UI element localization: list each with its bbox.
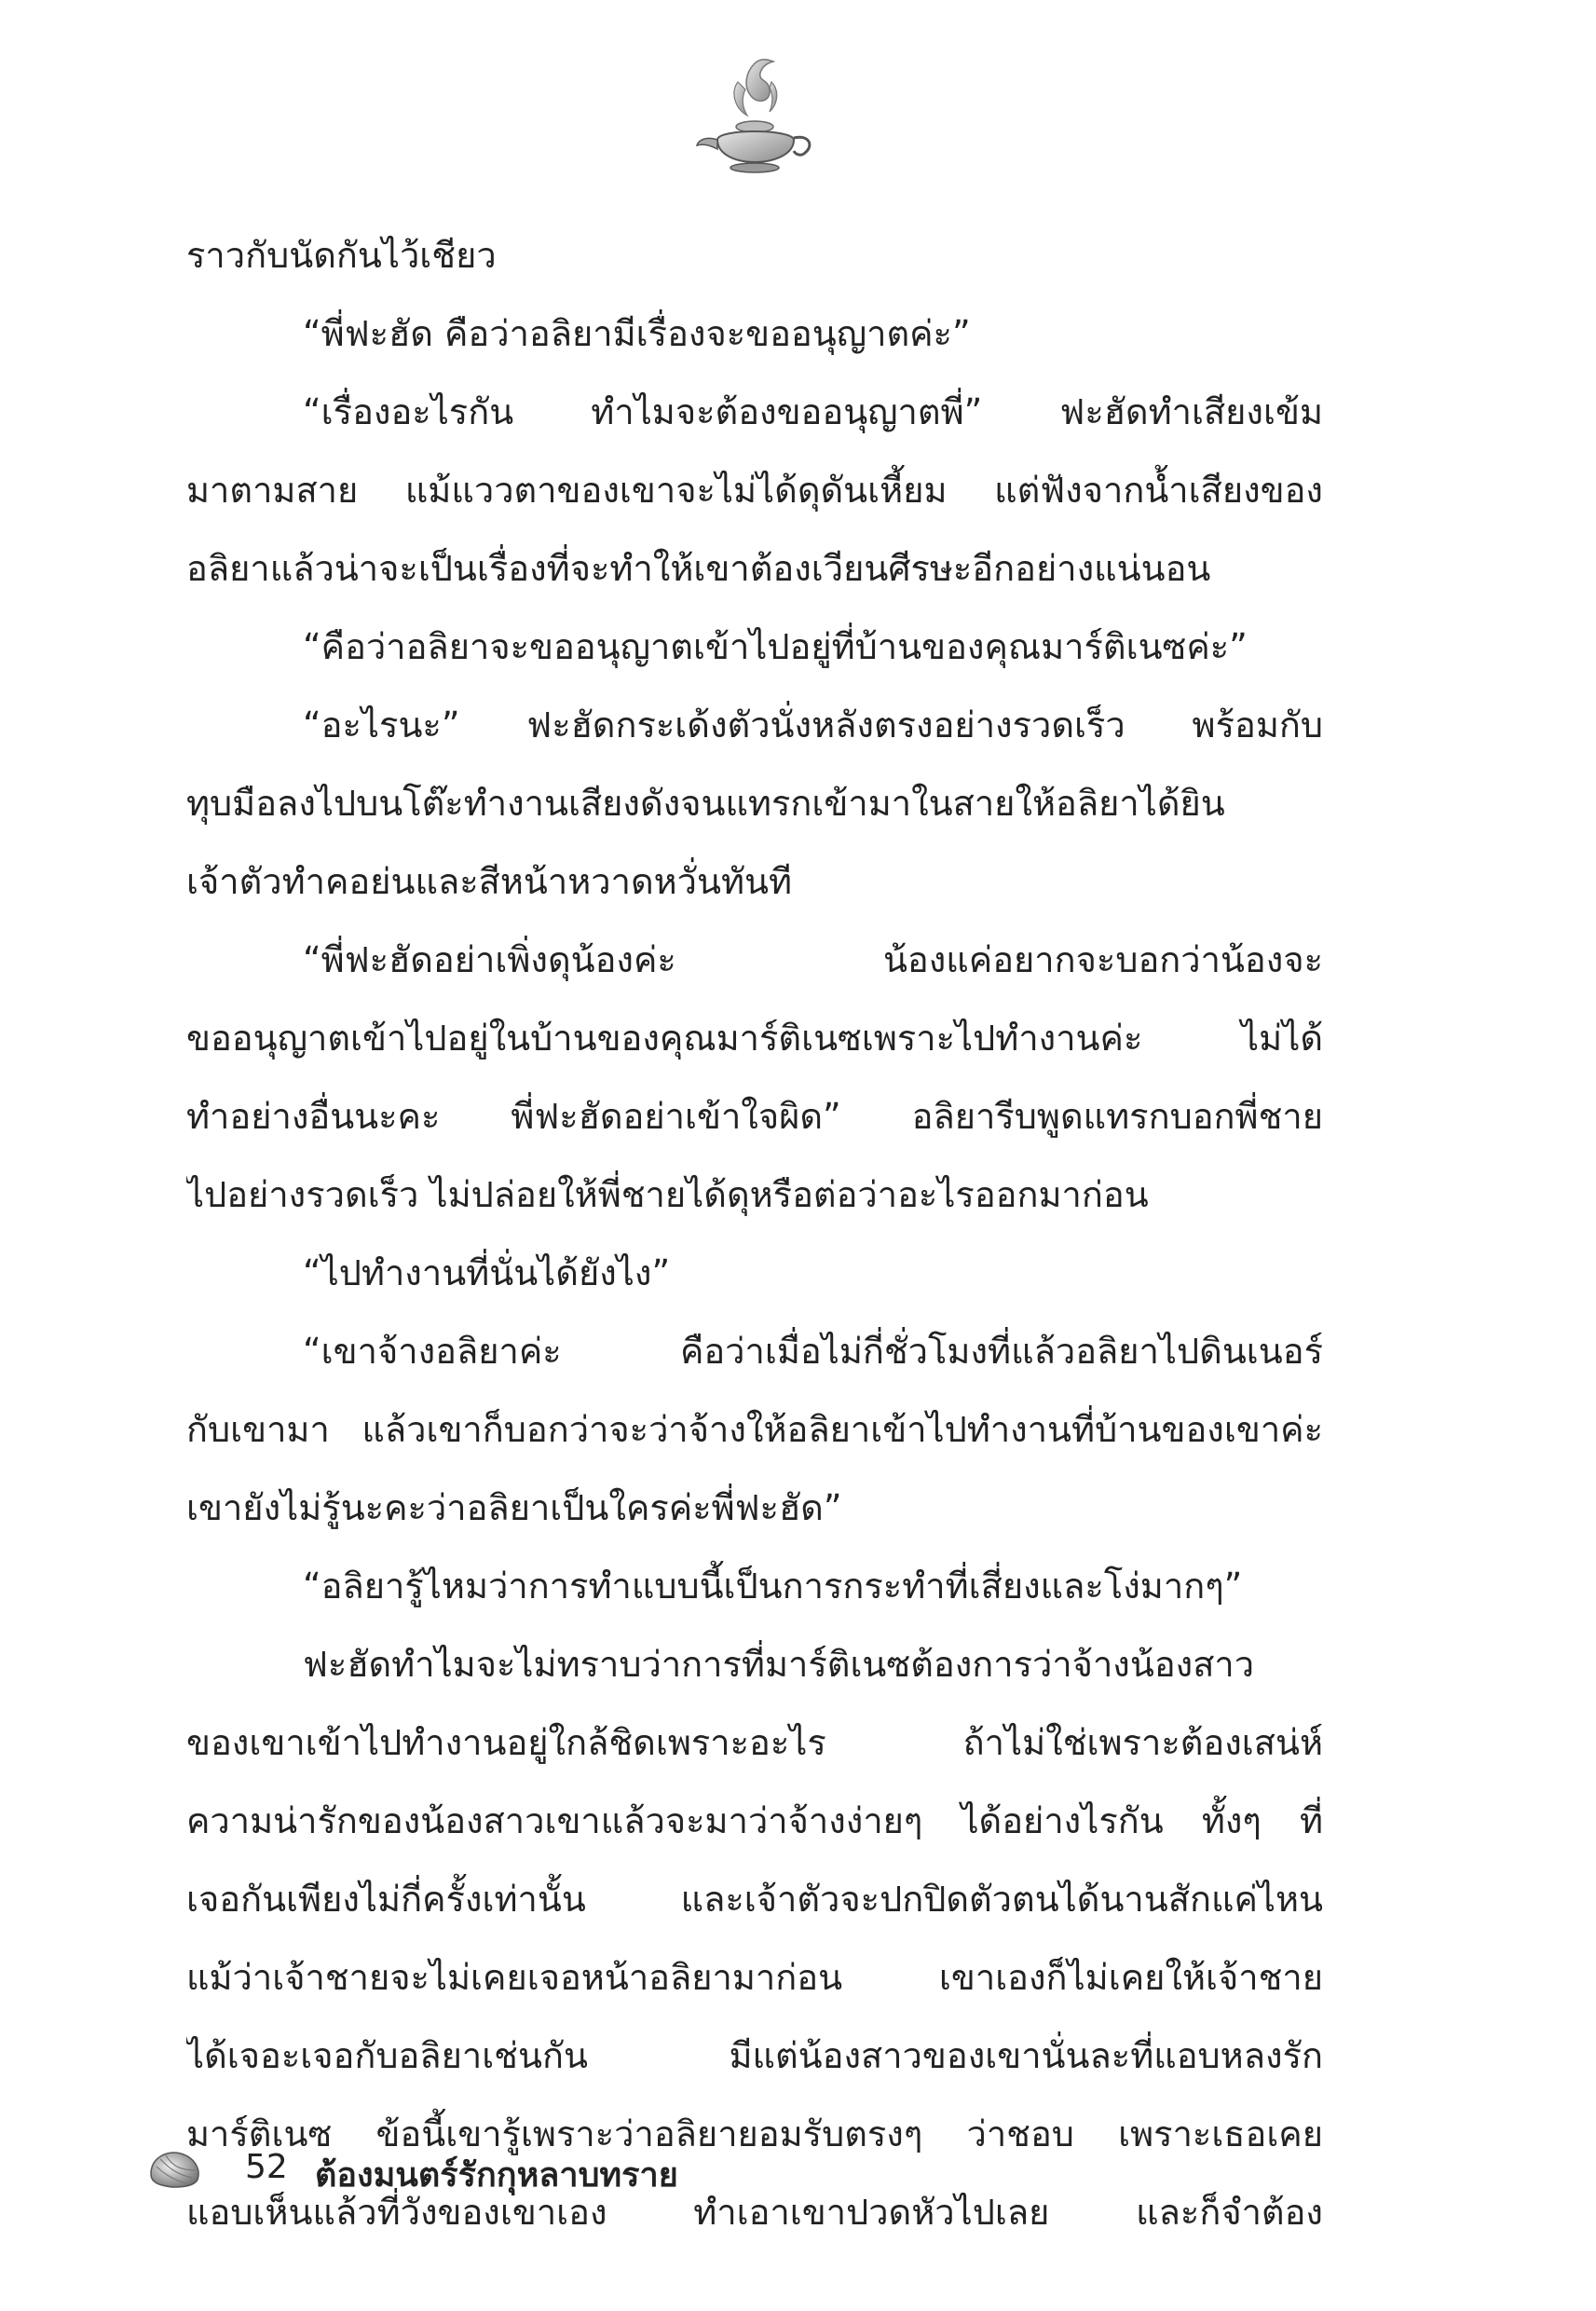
text-line: มาร์ติเนซ ข้อนี้เขารู้เพราะว่าอลิยายอมรับตรงๆ ว่าชอบ เพราะเธอเคย [186, 2113, 1323, 2154]
text-line: มาตามสาย แม้แววตาของเขาจะไม่ได้ดุดันเหี้ยม แต่ฟังจากน้ำเสียงของ [186, 470, 1323, 511]
text-line: “คือว่าอลิยาจะขออนุญาตเข้าไปอยู่ที่บ้านของคุณมาร์ติเนซค่ะ” [303, 626, 1248, 667]
text-line: “พี่ฟะฮัด คือว่าอลิยามีเรื่องจะขออนุญาตค่ะ” [303, 313, 971, 354]
text-line: ขออนุญาตเข้าไปอยู่ในบ้านของคุณมาร์ติเนซเพราะไปทำงานค่ะ ไม่ได้ [186, 1018, 1323, 1059]
text-line: ความน่ารักของน้องสาวเขาแล้วจะมาว่าจ้างง่ายๆ ได้อย่างไรกัน ทั้งๆ ที่ [186, 1800, 1323, 1841]
text-line: “เรื่องอะไรกัน ทำไมจะต้องขออนุญาตพี่” ฟะฮัดทำเสียงเข้ม [303, 391, 1323, 432]
text-line: ราวกับนัดกันไว้เชียว [186, 235, 497, 276]
genie-lamp-emblem-icon [689, 54, 820, 185]
shell-icon [147, 2146, 203, 2191]
text-line: ไปอย่างรวดเร็ว ไม่ปล่อยให้พี่ชายได้ดุหรือต่อว่าอะไรออกมาก่อน [186, 1174, 1149, 1215]
text-line: “ไปทำงานที่นั่นได้ยังไง” [303, 1252, 671, 1293]
text-line: “อะไรนะ” ฟะฮัดกระเด้งตัวนั่งหลังตรงอย่างรวดเร็ว พร้อมกับ [303, 704, 1323, 745]
text-line: “อลิยารู้ไหมว่าการทำแบบนี้เป็นการกระทำที่เสี่ยงและโง่มากๆ” [303, 1566, 1243, 1607]
text-line: แอบเห็นแล้วที่วังของเขาเอง ทำเอาเขาปวดหัวไปเลย และก็จำต้อง [186, 2192, 1323, 2233]
text-line: “เขาจ้างอลิยาค่ะ คือว่าเมื่อไม่กี่ชั่วโมงที่แล้วอลิยาไปดินเนอร์ [303, 1331, 1323, 1372]
text-line: อลิยาแล้วน่าจะเป็นเรื่องที่จะทำให้เขาต้องเวียนศีรษะอีกอย่างแน่นอน [186, 548, 1211, 589]
text-line: เจอกันเพียงไม่กี่ครั้งเท่านั้น และเจ้าตัวจะปกปิดตัวตนได้นานสักแค่ไหน [186, 1879, 1323, 1920]
text-line: แม้ว่าเจ้าชายจะไม่เคยเจอหน้าอลิยามาก่อน เขาเองก็ไม่เคยให้เจ้าชาย [186, 1957, 1323, 1998]
page-footer [147, 2139, 986, 2204]
text-line: ทำอย่างอื่นนะคะ พี่ฟะฮัดอย่าเข้าใจผิด” อลิยารีบพูดแทรกบอกพี่ชาย [186, 1096, 1323, 1137]
text-line: ได้เจอะเจอกับอลิยาเช่นกัน มีแต่น้องสาวของเขานั่นละที่แอบหลงรัก [186, 2035, 1323, 2076]
text-line: เจ้าตัวทำคอย่นและสีหน้าหวาดหวั่นทันที [186, 861, 793, 902]
book-title: ต้องมนตร์รักกุหลาบทราย [315, 2156, 678, 2195]
text-line: ของเขาเข้าไปทำงานอยู่ใกล้ชิดเพราะอะไร ถ้าไม่ใช่เพราะต้องเสน่ห์ [186, 1722, 1323, 1763]
text-line: ทุบมือลงไปบนโต๊ะทำงานเสียงดังจนแทรกเข้ามาในสายให้อลิยาได้ยิน [186, 783, 1225, 824]
text-line: ฟะฮัดทำไมจะไม่ทราบว่าการที่มาร์ติเนซต้องการว่าจ้างน้องสาว [303, 1644, 1255, 1685]
text-line: กับเขามา แล้วเขาก็บอกว่าจะว่าจ้างให้อลิยาเข้าไปทำงานที่บ้านของเขาค่ะ [186, 1409, 1323, 1450]
text-line: “พี่ฟะฮัดอย่าเพิ่งดุน้องค่ะ น้องแค่อยากจะบอกว่าน้องจะ [303, 939, 1323, 980]
body-text [186, 216, 1323, 2251]
page-number: 52 [245, 2148, 288, 2186]
text-line: เขายังไม่รู้นะคะว่าอลิยาเป็นใครค่ะพี่ฟะฮัด” [186, 1487, 842, 1528]
